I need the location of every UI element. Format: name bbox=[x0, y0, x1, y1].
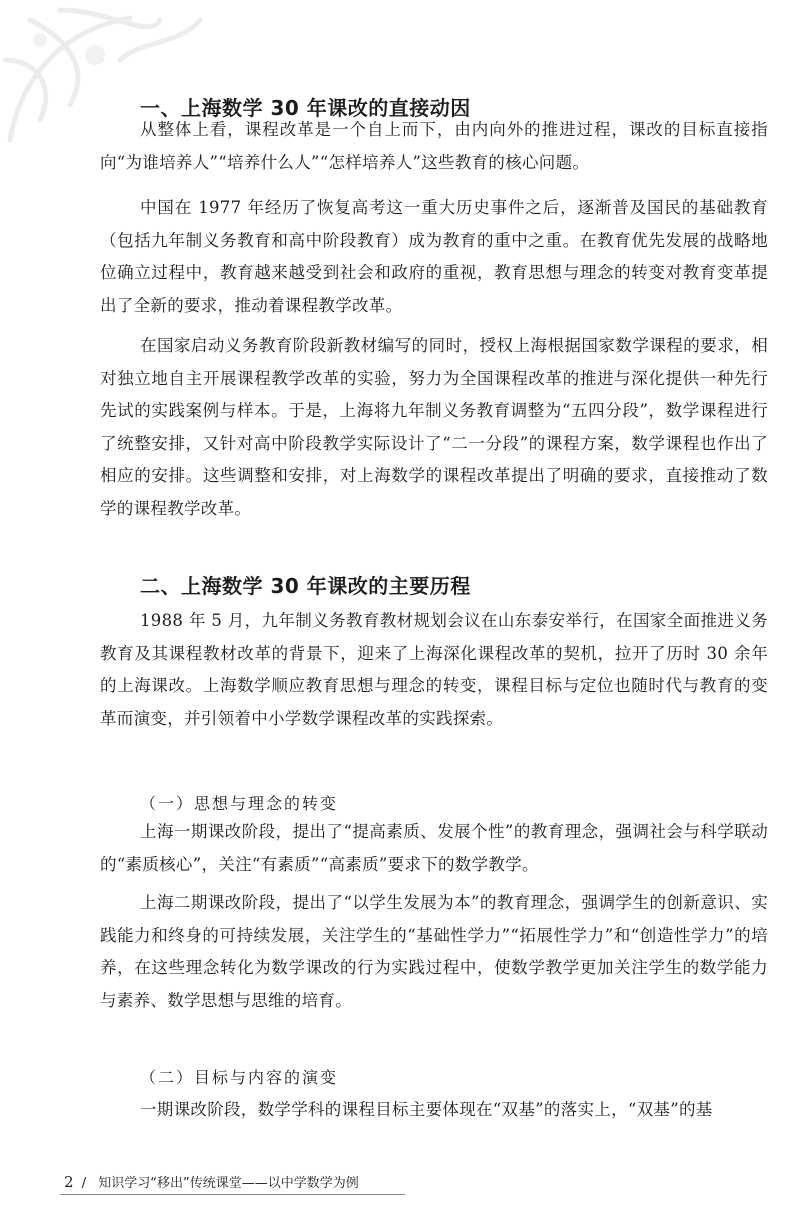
section2-heading: 二、上海数学 30 年课改的主要历程 bbox=[140, 574, 471, 598]
subsection2-heading: （二）目标与内容的演变 bbox=[140, 1068, 339, 1087]
section1-paragraph-2: 中国在 1977 年经历了恢复高考这一重大历史事件之后，逐渐普及国民的基础教育（包括九年制义务教育和高中阶段教育）成为教育的重中之重。在教育优先发展的战略地位确立过程中，教育越来越受到社会和政府的重视，教育思想与理念的转变对教育变革提出了全新的要求，推动着课程教学改革。 bbox=[100, 198, 768, 315]
section1-paragraph-1: 从整体上看，课程改革是一个自上而下，由内向外的推进过程，课改的目标直接指向“为谁培养人”“培养什么人”“怎样培养人”这些教育的核心问题。 bbox=[100, 120, 768, 172]
section1-paragraph-3: 在国家启动义务教育阶段新教材编写的同时，授权上海根据国家数学课程的要求，相对独立地自主开展课程教学改革的实验，努力为全国课程改革的推进与深化提供一种先行先试的实践案例与样本。于是，上海将九年制义务教育调整为“五四分段”，数学课程进行了统整安排，又针对高中阶段教学实际设计了“二一分段”的课程方案，数学课程也作出了相应的安排。这些调整和安排，对上海数学的课程改革提出了明确的要求，直接推动了数学的课程教学改革。 bbox=[100, 336, 768, 518]
page-footer bbox=[64, 1172, 359, 1191]
subsection1-paragraph-1: 上海一期课改阶段，提出了“提高素质、发展个性”的教育理念，强调社会与科学联动的“素质核心”，关注“有素质”“高素质”要求下的数学教学。 bbox=[100, 822, 768, 874]
subsection1-heading: （一）思想与理念的转变 bbox=[140, 794, 339, 813]
book-title: 知识学习“移出”传统课堂——以中学数学为例 bbox=[98, 1176, 359, 1191]
page-number: 2 bbox=[64, 1173, 74, 1191]
subsection2-paragraph-1: 一期课改阶段，数学学科的课程目标主要体现在“双基”的落实上，“双基”的基 bbox=[140, 1100, 713, 1119]
footer-separator: / bbox=[81, 1176, 87, 1191]
subsection1-paragraph-2: 上海二期课改阶段，提出了“以学生发展为本”的教育理念，强调学生的创新意识、实践能力和终身的可持续发展，关注学生的“基础性学力”“拓展性学力”和“创造性学力”的培养，在这些理念转化为数学课改的行为实践过程中，使数学教学更加关注学生的数学能力与素养、数学思想与思维的培育。 bbox=[100, 893, 768, 1010]
section1-heading: 一、上海数学 30 年课改的直接动因 bbox=[140, 96, 471, 120]
section2-paragraph-1: 1988 年 5 月，九年制义务教育教材规划会议在山东泰安举行，在国家全面推进义务教育及其课程教材改革的背景下，迎来了上海深化课程改革的契机，拉开了历时 30 余年的上海课改。上海数学顺应教育思想与理念的转变，课程目标与定位也随时代与教育的变革而演变，并引领着中小学数学课程改革的实践探索。 bbox=[100, 611, 768, 728]
footer-rule bbox=[60, 1194, 405, 1195]
